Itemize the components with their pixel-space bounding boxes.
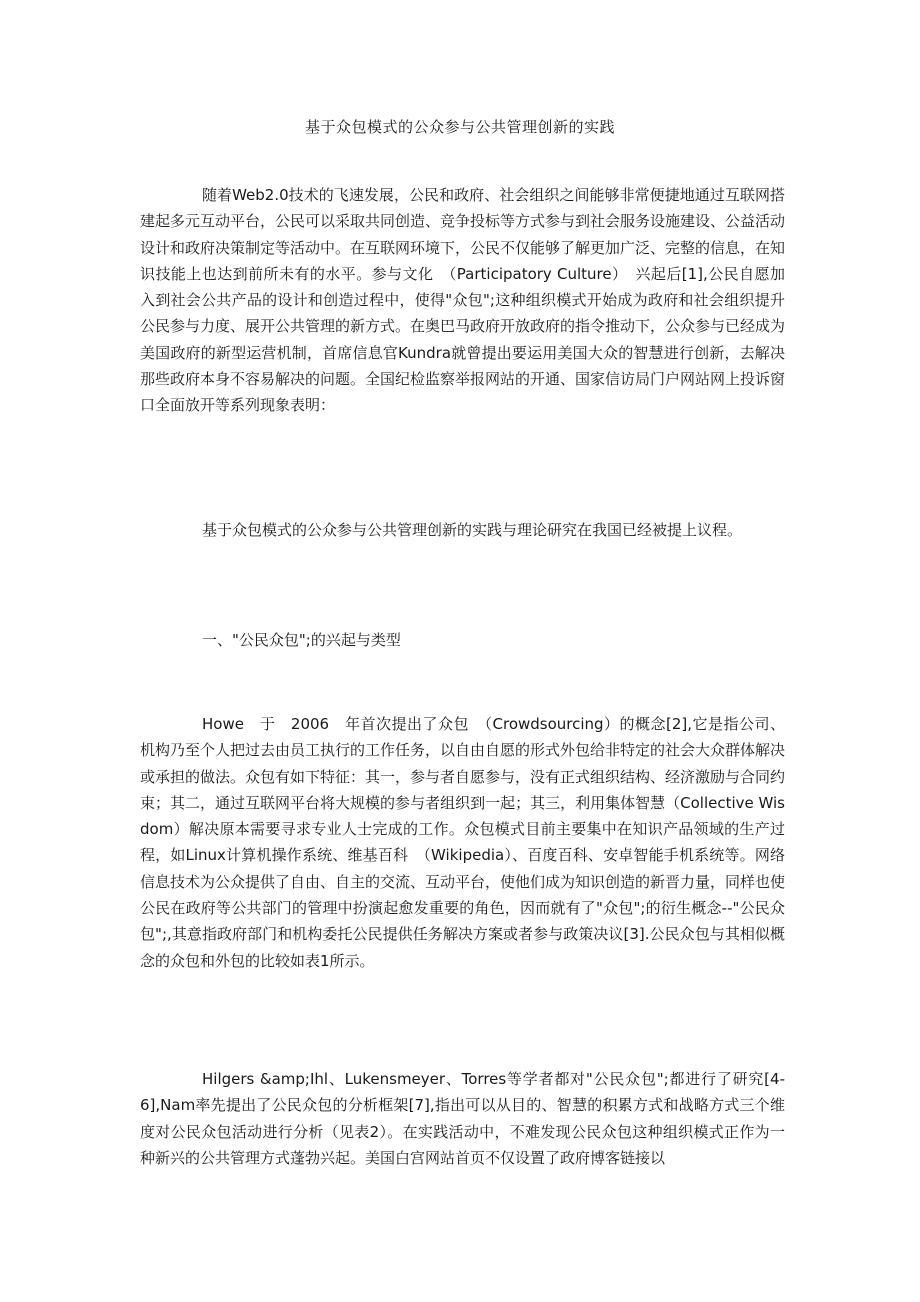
document-title: 基于众包模式的公众参与公共管理创新的实践 [304,118,615,136]
paragraph-citizen-crowdsourcing-research: Hilgers &amp;Ihl、Lukensmeyer、Torres等学者都对"公民众包";都进行了研究[4-6],Nam率先提出了公民众包的分析框架[7],指出可以从目的、智慧的积累方式和战略方式三个维度对公民众包活动进行分析（见表2）。在实践活动中，不难发现公民众包这种组织模式正作为一种新兴的公共管理方式蓬勃兴起。美国白宫网站首页不仅设置了政府博客链接以 [140,1070,785,1167]
section-heading: 一、"公民众包";的兴起与类型 [202,631,401,649]
paragraph-agenda: 基于众包模式的公众参与公共管理创新的实践与理论研究在我国已经被提上议程。 [202,521,743,539]
paragraph-intro: 随着Web2.0技术的飞速发展，公民和政府、社会组织之间能够非常便捷地通过互联网搭建起多元互动平台，公民可以采取共同创造、竞争投标等方式参与到社会服务设施建设、公益活动设计和政府决策制定等活动中。在互联网环境下，公民不仅能够了解更加广泛、完整的信息，在知识技能上也达到前所未有的水平。参与文化 （Participatory Culture） 兴起后[1],公民自愿加入到社会公共产品的设计和创造过程中，使得"众包";这种组织模式开始成为政府和社会组织提升公民参与力度、展开公共管理的新方式。在奥巴马政府开放政府的指令推动下，公众参与已经成为美国政府的新型运营机制，首席信息官Kundra就曾提出要运用美国大众的智慧进行创新，去解决那些政府本身不容易解决的问题。全国纪检监察举报网站的开通、国家信访局门户网站网上投诉窗口全面放开等系列现象表明： [140,186,786,415]
paragraph-crowdsourcing-definition: Howe 于 2006 年首次提出了众包 （Crowdsourcing）的概念[2],它是指公司、机构乃至个人把过去由员工执行的工作任务，以自由自愿的形式外包给非特定的社会大众群体解决或承担的做法。众包有如下特征：其一，参与者自愿参与，没有正式组织结构、经济激励与合同约束；其二，通过互联网平台将大规模的参与者组织到一起；其三，利用集体智慧（Collective Wisdom）解决原本需要寻求专业人士完成的工作。众包模式目前主要集中在知识产品领域的生产过程，如Linux计算机操作系统、维基百科 （Wikipedia）、百度百科、安卓智能手机系统等。网络信息技术为公众提供了自由、自主的交流、互动平台，使他们成为知识创造的新晋力量，同样也使公民在政府等公共部门的管理中扮演起愈发重要的角色，因而就有了"众包";的衍生概念--"公民众包";,其意指政府部门和机构委托公民提供任务解决方案或者参与政策决议[3].公民众包与其相似概念的众包和外包的比较如表1所示。 [140,715,786,970]
